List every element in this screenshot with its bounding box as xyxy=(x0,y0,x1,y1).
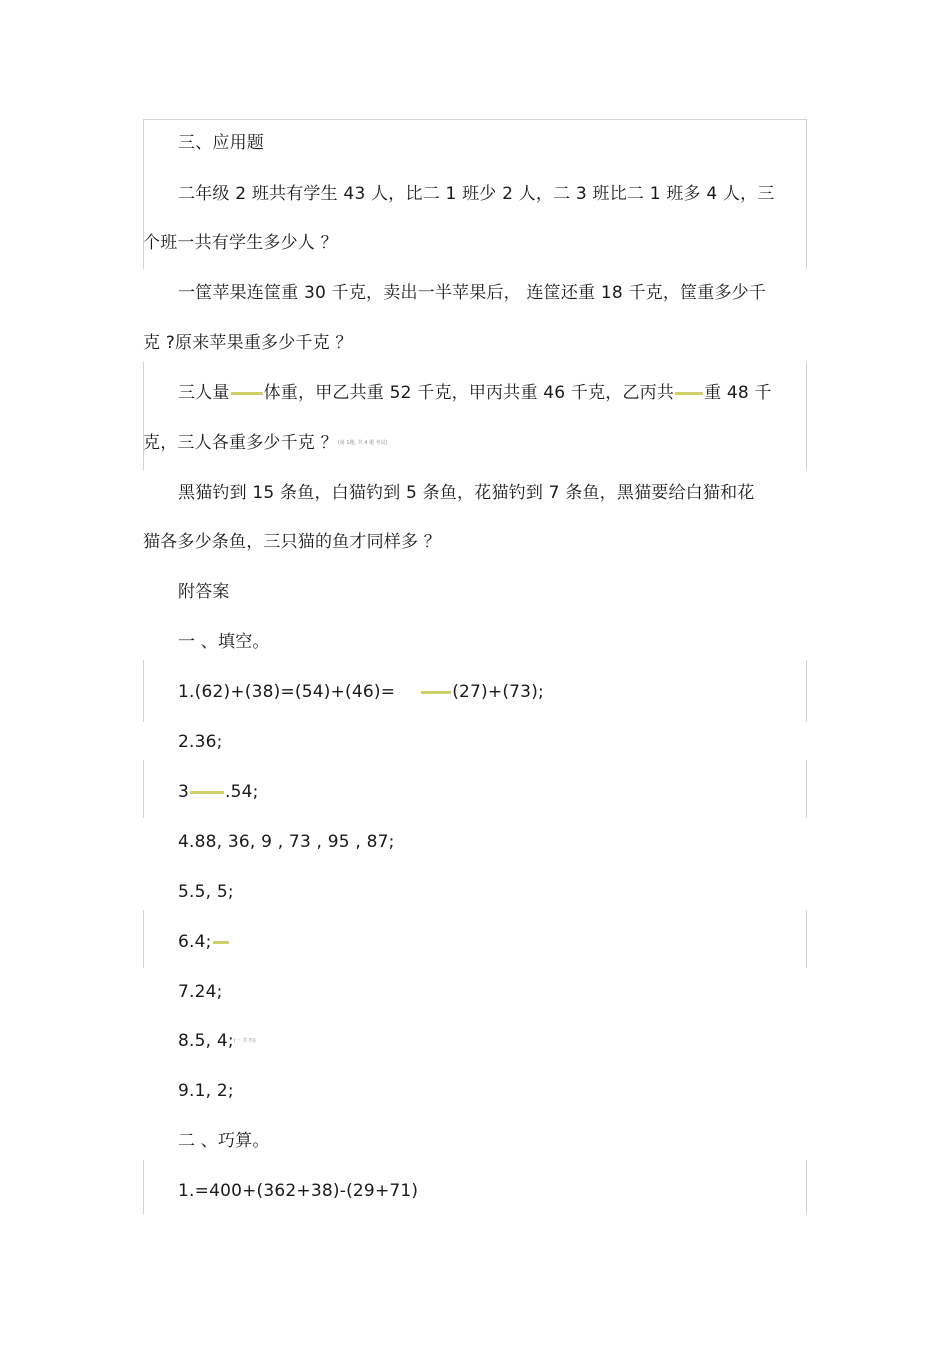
section-heading-applied: 三、应用题 xyxy=(178,133,264,153)
calc-heading: 二 、巧算。 xyxy=(178,1131,270,1151)
answer-1-text-a: 1.(62)+(38)=(54)+(46)= xyxy=(178,682,396,702)
highlight-mark xyxy=(421,691,451,694)
right-border-3 xyxy=(806,660,807,722)
answer-3-text-a: 3 xyxy=(178,782,190,802)
highlight-mark xyxy=(190,791,224,794)
problem-1-line-1: 二年级 2 班共有学生 43 人，比二 1 班少 2 人，二 3 班比二 1 班多 4 人，三 xyxy=(178,184,775,204)
right-border-4 xyxy=(806,760,807,818)
problem-3-text-b: 体重，甲乙共重 52 千克，甲丙共重 46 千克，乙丙共 xyxy=(263,383,675,403)
right-border-1 xyxy=(806,119,807,269)
answer-5: 5.5, 5; xyxy=(178,882,234,902)
problem-1-line-2: 个班一共有学生多少人 ？ xyxy=(143,233,338,253)
tiny-annotation: (一 共 四) xyxy=(233,1038,256,1044)
highlight-mark xyxy=(231,392,263,395)
problem-2-line-2: 克 ?原来苹果重多少千克 ？ xyxy=(143,333,353,353)
right-border-2 xyxy=(806,362,807,470)
calc-answer-1: 1.=400+(362+38)-(29+71) xyxy=(178,1181,419,1201)
highlight-mark xyxy=(213,941,229,944)
answer-6 xyxy=(178,930,230,954)
problem-3-text-a: 三人量 xyxy=(178,383,230,403)
problem-3-line-1 xyxy=(178,381,772,405)
answer-2: 2.36; xyxy=(178,732,223,752)
left-border-6 xyxy=(143,1160,144,1214)
left-border-4 xyxy=(143,760,144,818)
problem-3-text-d: 克，三人各重多少千克 ？ xyxy=(143,433,338,453)
answer-9: 9.1, 2; xyxy=(178,1081,234,1101)
answer-1 xyxy=(178,680,544,704)
answer-3 xyxy=(178,780,259,804)
answer-8-text: 8.5, 4; xyxy=(178,1031,234,1051)
problem-3-line-2 xyxy=(143,431,388,455)
left-border-5 xyxy=(143,910,144,968)
answer-3-text-b: .54; xyxy=(225,782,259,802)
tiny-annotation: (第 1题, 共 4 题 考试) xyxy=(337,440,388,446)
page-frame-top xyxy=(143,119,807,120)
problem-4-line-2: 猫各多少条鱼，三只猫的鱼才同样多 ？ xyxy=(143,532,442,552)
right-border-6 xyxy=(806,1160,807,1214)
problem-4-line-1: 黑猫钓到 15 条鱼，白猫钓到 5 条鱼，花猫钓到 7 条鱼，黑猫要给白猫和花 xyxy=(178,483,755,503)
answer-4: 4.88, 36, 9 , 73 , 95 , 87; xyxy=(178,832,395,852)
answer-6-text: 6.4; xyxy=(178,932,212,952)
problem-2-line-1: 一筐苹果连筐重 30 千克，卖出一半苹果后， 连筐还重 18 千克，筐重多少千 xyxy=(178,283,767,303)
highlight-mark xyxy=(675,392,703,395)
answer-1-text-b: (27)+(73); xyxy=(452,682,544,702)
right-border-5 xyxy=(806,910,807,968)
problem-3-text-c: 重 48 千 xyxy=(704,383,772,403)
left-border-3 xyxy=(143,660,144,722)
answers-heading: 附答案 xyxy=(178,582,230,602)
answer-8 xyxy=(178,1029,256,1053)
fill-blank-heading: 一 、填空。 xyxy=(178,632,270,652)
answer-7: 7.24; xyxy=(178,982,223,1002)
